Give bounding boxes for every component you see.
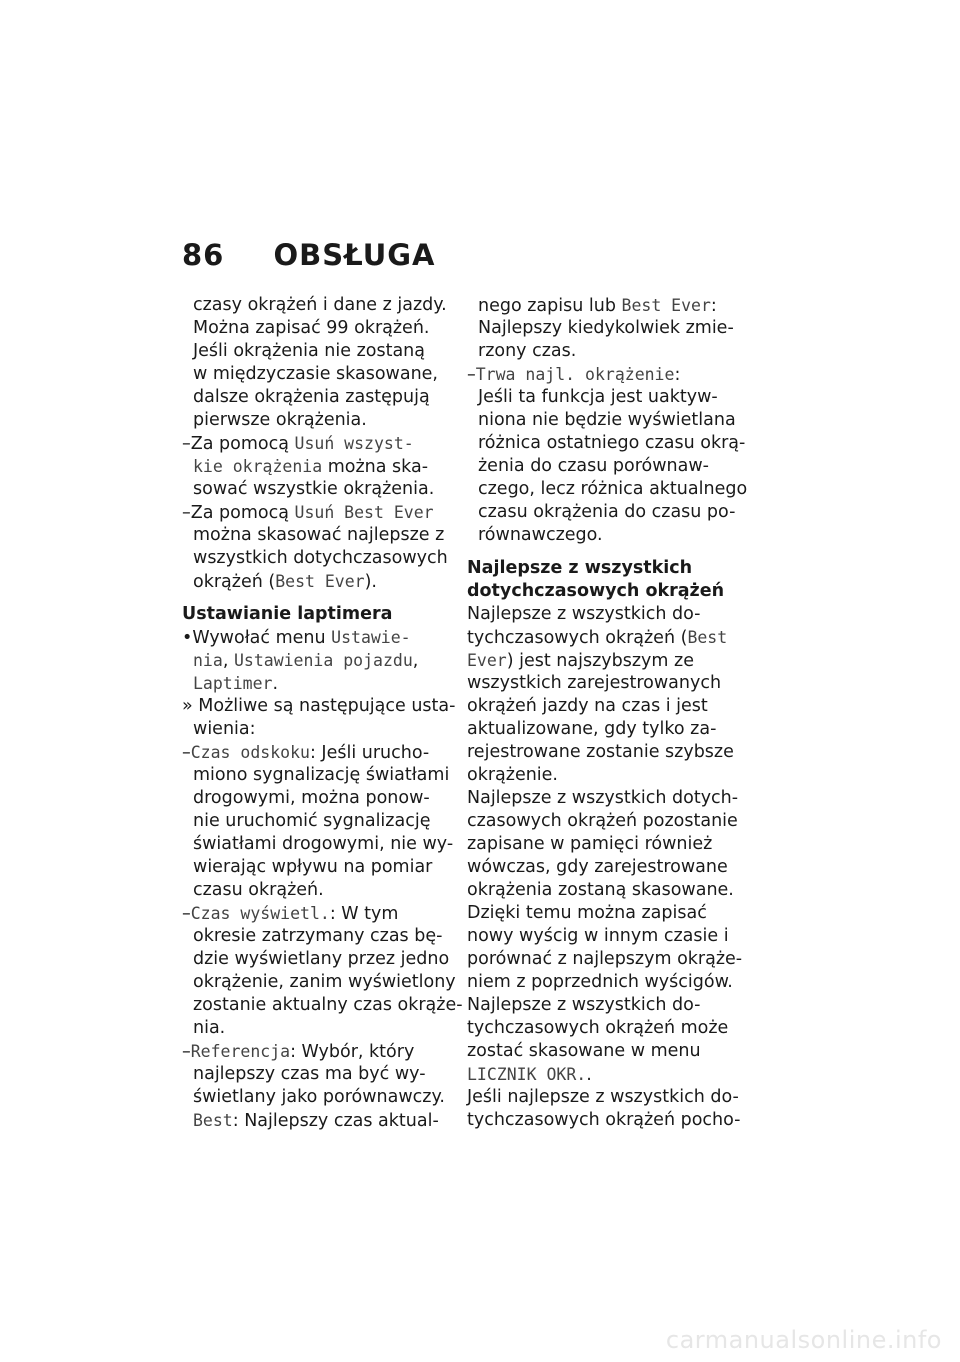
text-line bbox=[182, 1040, 454, 1063]
text-line bbox=[182, 570, 454, 593]
text-segment: Najlepsze z wszystkich dotych- bbox=[467, 788, 739, 808]
text-segment: Najlepsze z wszystkich do- bbox=[467, 604, 701, 624]
text-line bbox=[182, 695, 454, 718]
text-segment: tychczasowych okrążeń może bbox=[467, 1018, 729, 1038]
menu-term: Ustawie- bbox=[331, 628, 411, 647]
text-segment: świetlany jako porównawczy. bbox=[193, 1087, 445, 1107]
text-line bbox=[467, 925, 737, 948]
text-segment: Najlepszy kiedykolwiek zmie- bbox=[478, 318, 734, 338]
text-line bbox=[182, 1086, 454, 1109]
text-line bbox=[182, 948, 454, 971]
text-segment: okrążenie. bbox=[467, 765, 558, 785]
text-segment: wienia: bbox=[193, 719, 256, 739]
text-line bbox=[182, 787, 454, 810]
text-segment: dalsze okrążenia zastępują bbox=[193, 387, 430, 407]
text-segment: – bbox=[182, 1042, 191, 1062]
text-segment: rejestrowane zostanie szybsze bbox=[467, 742, 734, 762]
menu-term: LICZNIK OKR. bbox=[467, 1065, 587, 1084]
text-segment: różnica ostatniego czasu okrą- bbox=[478, 433, 746, 453]
text-line bbox=[182, 994, 463, 1017]
text-segment: – bbox=[182, 904, 191, 924]
text-line bbox=[182, 902, 454, 925]
text-line bbox=[467, 409, 737, 432]
menu-term: Usuń wszyst- bbox=[294, 434, 414, 453]
text-segment: miono sygnalizację światłami bbox=[193, 765, 450, 785]
text-segment: : bbox=[710, 296, 717, 316]
text-line bbox=[467, 695, 737, 718]
text-segment: żenia do czasu porównaw- bbox=[478, 456, 709, 476]
text-line bbox=[467, 718, 737, 741]
text-line bbox=[182, 363, 454, 386]
menu-term: Best Ever bbox=[275, 572, 365, 591]
text-segment: okrążenie, zanim wyświetlony bbox=[193, 972, 456, 992]
text-line bbox=[467, 948, 743, 971]
text-line bbox=[182, 547, 454, 570]
text-line bbox=[182, 386, 454, 409]
menu-term: Usuń Best Ever bbox=[294, 503, 434, 522]
text-segment: czasu okrążenia do czasu po- bbox=[478, 502, 736, 522]
text-segment: wierając wpływu na pomiar bbox=[193, 857, 433, 877]
text-segment: » Możliwe są następujące usta- bbox=[182, 696, 456, 716]
text-segment: ). bbox=[364, 572, 377, 592]
menu-term: Referencja bbox=[190, 1042, 291, 1061]
text-segment: czasowych okrążeń pozostanie bbox=[467, 811, 738, 831]
text-line bbox=[182, 741, 454, 764]
text-segment: okresie zatrzymany czas bę- bbox=[193, 926, 443, 946]
text-line bbox=[467, 340, 737, 363]
text-line bbox=[467, 478, 748, 501]
menu-term: Laptimer bbox=[193, 674, 273, 693]
page-number: 86 bbox=[182, 238, 225, 272]
menu-term: Ever bbox=[467, 651, 507, 670]
text-line bbox=[467, 764, 737, 787]
text-line bbox=[182, 1109, 454, 1132]
text-segment: okrążeń ( bbox=[193, 572, 276, 592]
text-line bbox=[467, 524, 737, 547]
text-line bbox=[467, 386, 737, 409]
text-line bbox=[182, 626, 454, 649]
menu-term: nia bbox=[193, 651, 223, 670]
text-segment: najlepszy czas ma być wy- bbox=[193, 1064, 426, 1084]
text-line bbox=[182, 833, 454, 856]
menu-term: Best bbox=[193, 1111, 233, 1130]
text-segment: można ska- bbox=[322, 457, 429, 477]
text-line bbox=[467, 455, 737, 478]
text-segment: – bbox=[467, 365, 476, 385]
text-line bbox=[182, 971, 454, 994]
text-line bbox=[182, 432, 454, 455]
section-heading: Najlepsze z wszystkich bbox=[467, 558, 693, 578]
text-line bbox=[467, 649, 737, 672]
text-segment: Najlepsze z wszystkich do- bbox=[467, 995, 701, 1015]
text-line bbox=[182, 1017, 454, 1040]
text-segment: dzie wyświetlany przez jedno bbox=[193, 949, 450, 969]
text-line bbox=[467, 1040, 737, 1063]
text-line bbox=[467, 741, 737, 764]
text-segment: porównać z najlepszym okrąże- bbox=[467, 949, 743, 969]
text-segment: Jeśli najlepsze z wszystkich do- bbox=[467, 1087, 739, 1107]
text-segment: Dzięki temu można zapisać bbox=[467, 903, 707, 923]
text-segment: aktualizowane, gdy tylko za- bbox=[467, 719, 717, 739]
text-segment: czego, lecz różnica aktualnego bbox=[478, 479, 748, 499]
text-line bbox=[182, 501, 454, 524]
text-line bbox=[182, 649, 454, 672]
text-segment: . bbox=[272, 674, 279, 694]
text-segment: wszystkich zarejestrowanych bbox=[467, 673, 722, 693]
text-segment: Jeśli ta funkcja jest uaktyw- bbox=[478, 387, 718, 407]
menu-term: Best Ever bbox=[621, 296, 711, 315]
text-segment: nia. bbox=[193, 1018, 226, 1038]
text-line bbox=[467, 363, 737, 386]
text-segment: , bbox=[222, 651, 234, 671]
text-segment: ) jest najszybszym ze bbox=[506, 651, 694, 671]
menu-term: Czas odskoku bbox=[190, 743, 310, 762]
text-segment: – bbox=[182, 743, 191, 763]
text-line bbox=[182, 478, 454, 501]
text-line bbox=[467, 787, 737, 810]
text-segment: : W tym bbox=[329, 904, 399, 924]
text-segment: sować wszystkie okrążenia. bbox=[193, 479, 435, 499]
text-segment: wszystkich dotychczasowych bbox=[193, 548, 448, 568]
menu-term: Czas wyświetl. bbox=[190, 904, 330, 923]
text-line bbox=[467, 971, 737, 994]
text-segment: •Wywołać menu bbox=[182, 628, 332, 648]
text-segment: : Najlepszy czas aktual- bbox=[232, 1111, 439, 1131]
text-segment: zostanie aktualny czas okrąże- bbox=[193, 995, 463, 1015]
text-line bbox=[467, 603, 737, 626]
text-line bbox=[467, 856, 737, 879]
text-segment: czasy okrążeń i dane z jazdy. bbox=[193, 295, 447, 315]
text-line bbox=[467, 626, 737, 649]
text-line bbox=[182, 340, 454, 363]
text-line bbox=[182, 810, 454, 833]
text-segment: , bbox=[412, 651, 419, 671]
text-segment: : Jeśli urucho- bbox=[309, 743, 430, 763]
text-segment: w międzyczasie skasowane, bbox=[193, 364, 438, 384]
text-line bbox=[467, 432, 746, 455]
text-line bbox=[182, 294, 454, 317]
text-line bbox=[182, 856, 454, 879]
text-segment: nowy wyścig w innym czasie i bbox=[467, 926, 729, 946]
menu-term: Best bbox=[687, 628, 728, 647]
text-line bbox=[467, 879, 737, 902]
text-line bbox=[467, 833, 737, 856]
section-title: OBSŁUGA bbox=[273, 238, 436, 272]
section-heading: dotychczasowych okrążeń bbox=[467, 581, 725, 601]
text-segment: tychczasowych okrążeń ( bbox=[467, 628, 688, 648]
text-segment: czasu okrążeń. bbox=[193, 880, 324, 900]
text-line bbox=[467, 994, 737, 1017]
text-line bbox=[182, 455, 454, 478]
text-segment: drogowymi, można ponow- bbox=[193, 788, 430, 808]
text-line bbox=[182, 925, 454, 948]
text-line bbox=[182, 672, 454, 695]
text-segment: tychczasowych okrążeń pocho- bbox=[467, 1110, 741, 1130]
text-segment: . bbox=[586, 1065, 592, 1085]
text-line bbox=[182, 524, 454, 547]
text-line bbox=[467, 902, 737, 925]
text-segment: Jeśli okrążenia nie zostaną bbox=[193, 341, 425, 361]
watermark-text: carmanualsonline.info bbox=[665, 1326, 942, 1354]
text-segment: nego zapisu lub bbox=[478, 296, 622, 316]
text-segment: można skasować najlepsze z bbox=[193, 525, 445, 545]
text-line bbox=[467, 501, 737, 524]
text-segment: niem z poprzednich wyścigów. bbox=[467, 972, 733, 992]
text-segment: : bbox=[674, 365, 681, 385]
text-segment: –Za pomocą bbox=[182, 434, 295, 454]
page-header bbox=[182, 238, 436, 272]
text-segment: zostać skasowane w menu bbox=[467, 1041, 701, 1061]
text-segment: światłami drogowymi, nie wy- bbox=[193, 834, 454, 854]
text-line bbox=[467, 1063, 737, 1086]
text-line bbox=[467, 317, 737, 340]
text-line bbox=[467, 294, 737, 317]
menu-term: Ustawienia pojazdu bbox=[233, 651, 413, 670]
text-line bbox=[182, 317, 454, 340]
menu-term: Trwa najl. okrążenie bbox=[475, 365, 675, 384]
text-line bbox=[182, 409, 454, 432]
text-line bbox=[182, 1063, 454, 1086]
text-line bbox=[182, 879, 454, 902]
text-line bbox=[182, 718, 454, 741]
menu-term: kie okrążenia bbox=[193, 457, 323, 476]
text-segment: okrążeń jazdy na czas i jest bbox=[467, 696, 708, 716]
text-segment: : Wybór, który bbox=[290, 1042, 415, 1062]
text-segment: –Za pomocą bbox=[182, 503, 295, 523]
text-segment: okrążenia zostaną skasowane. bbox=[467, 880, 734, 900]
text-segment: pierwsze okrążenia. bbox=[193, 410, 367, 430]
section-heading: Ustawianie laptimera bbox=[182, 604, 393, 624]
right-text-column bbox=[467, 294, 748, 1132]
text-line bbox=[467, 810, 737, 833]
text-line bbox=[182, 764, 454, 787]
text-segment: równawczego. bbox=[478, 525, 603, 545]
text-segment: rzony czas. bbox=[478, 341, 577, 361]
text-segment: nie uruchomić sygnalizację bbox=[193, 811, 431, 831]
text-segment: Można zapisać 99 okrążeń. bbox=[193, 318, 430, 338]
left-text-column bbox=[182, 294, 463, 1132]
text-line bbox=[467, 1017, 737, 1040]
text-segment: zapisane w pamięci również bbox=[467, 834, 713, 854]
text-line bbox=[467, 1109, 741, 1132]
text-segment: niona nie będzie wyświetlana bbox=[478, 410, 736, 430]
text-segment: wówczas, gdy zarejestrowane bbox=[467, 857, 728, 877]
text-line bbox=[467, 672, 737, 695]
text-line bbox=[467, 1086, 737, 1109]
